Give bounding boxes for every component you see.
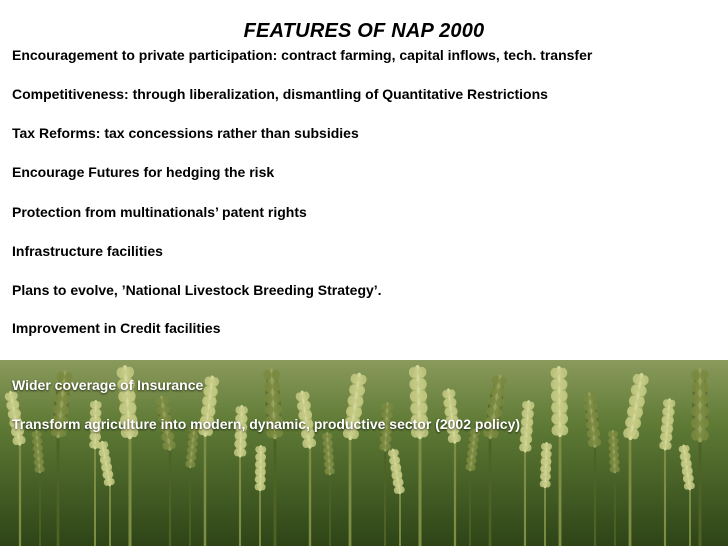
bullet-credit: Improvement in Credit facilities [12, 320, 221, 336]
bullet-tax-reforms: Tax Reforms: tax concessions rather than subsidies [12, 125, 359, 141]
slide-title: FEATURES OF NAP 2000 [243, 20, 485, 42]
bullet-private-participation: Encouragement to private participation: contract farming, capital inflows, tech. transfer [12, 47, 593, 63]
bullet-livestock-strategy: Plans to evolve, ’National Livestock Breeding Strategy’. [12, 282, 382, 298]
bullet-competitiveness: Competitiveness: through liberalization, dismantling of Quantitative Restrictions [12, 86, 548, 102]
bullet-insurance: Wider coverage of Insurance [12, 377, 204, 393]
bullet-infrastructure: Infrastructure facilities [12, 243, 163, 259]
bullet-patent-protection: Protection from multinationals’ patent rights [12, 204, 307, 220]
bullet-transform-agriculture: Transform agriculture into modern, dynamic, productive sector (2002 policy) [12, 416, 521, 432]
bullet-futures: Encourage Futures for hedging the risk [12, 164, 275, 180]
